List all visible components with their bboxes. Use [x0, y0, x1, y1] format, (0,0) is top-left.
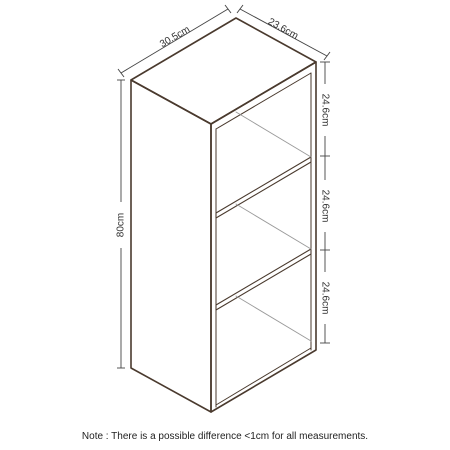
cabinet-front-frame: [211, 62, 316, 412]
front-inner-top-edge: [216, 73, 311, 129]
shelf-lower: [216, 249, 311, 310]
dimension-labels: [116, 16, 331, 314]
back-panel-line-top: [236, 112, 311, 157]
width-tick-left: [118, 69, 124, 77]
front-inner-bottom-edge: [216, 348, 311, 405]
dimension-lines: [117, 5, 330, 368]
depth-tick-left: [237, 5, 243, 13]
bookshelf-drawing: [131, 18, 316, 412]
shelf-middle-label: 24.6cm: [319, 189, 331, 223]
shelf-upper: [216, 157, 311, 218]
height-label: 80cm: [115, 212, 127, 238]
cabinet-side-panel: [131, 80, 211, 412]
shelf-bottom-label: 24.6cm: [319, 281, 331, 315]
back-panel-line-bottom: [236, 296, 311, 341]
depth-label: 23.6cm: [265, 16, 300, 42]
measurement-note: Note : There is a possible difference <1cm for all measurements.: [81, 431, 369, 442]
depth-tick-right: [324, 52, 330, 60]
shelf-top-label: 24.6cm: [319, 93, 331, 127]
width-label: 30.5cm: [158, 24, 193, 51]
width-tick-right: [225, 5, 231, 13]
back-panel-line-middle: [236, 204, 311, 249]
